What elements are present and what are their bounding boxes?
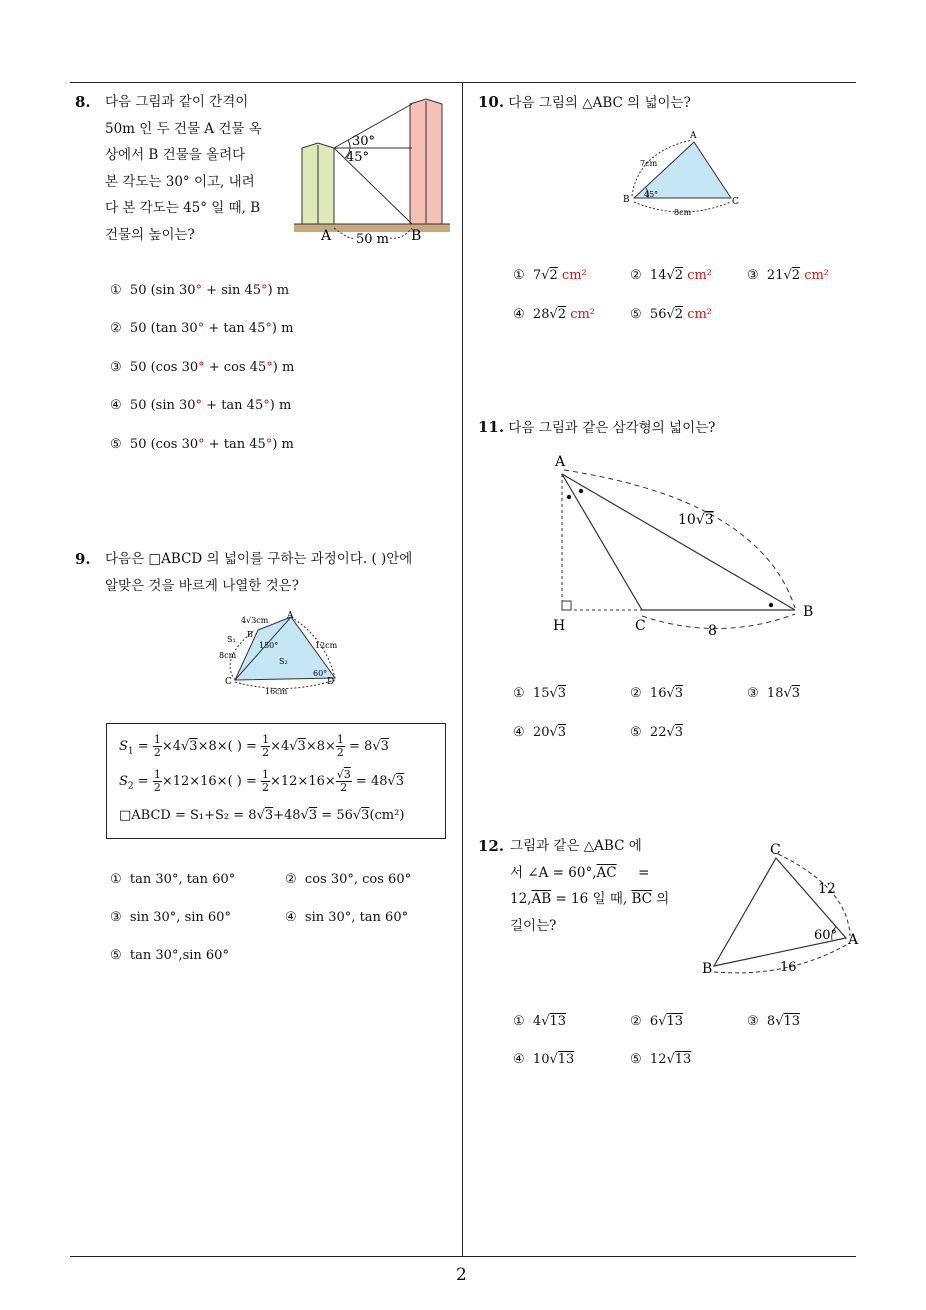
text: ×4 [270,739,290,754]
q8-choice-3[interactable] [110,360,294,375]
q9-choice-4[interactable] [285,910,408,925]
q9-choice-3[interactable] [110,910,231,925]
radicand: 3 [189,739,198,754]
choice-marker: ② [630,1014,642,1029]
coefficient: 8 [766,1014,776,1029]
q10-number: 10. [478,93,505,111]
text: ×4 [161,739,181,754]
radicand: 3 [674,725,684,740]
q9-fig-right: 12cm [315,641,338,650]
q10-fig-c: C [732,197,739,207]
q8-fig-angle1: 30° [352,134,376,149]
degree-sign: ° [261,283,268,298]
q8-choice-5[interactable] [110,437,294,452]
q10-fig-b: B [623,195,630,205]
page-number: 2 [456,1265,467,1285]
coefficient: 10 [532,1052,550,1067]
degree-sign: ° [197,321,205,336]
q11-figure [550,450,820,642]
choice-text: 50 (sin 30 [129,398,196,413]
choice-marker: ④ [513,307,525,322]
q10-choice-3[interactable]: ③ 21√2 cm² [747,268,830,283]
q9-figure [215,608,345,698]
q9-fig-s2: S₂ [279,657,288,666]
choice-text: + tan 45 [204,437,266,452]
q12-choice-5[interactable]: ⑤ 12√13 [630,1052,692,1067]
q9-fig-s1: S₁ [227,635,236,644]
q8-line: 상에서 B 건물을 올려다 [105,147,246,163]
q9-choice-1[interactable] [110,872,235,887]
choice-text: 50 (sin 30 [129,283,196,298]
fraction: $\frac{1}{2}$ [262,768,270,794]
q10-choice-1[interactable]: ① 7√2 cm² [513,268,587,283]
q9-line: 알맞은 것을 바르게 나열한 것은? [105,577,299,594]
q11-fig-b: B [803,604,814,620]
unit: cm² [687,307,713,322]
fraction: $\frac{1}{2}$ [153,733,161,759]
choice-text: sin 30°, tan 60° [304,910,409,925]
choice-marker: ② [285,872,297,887]
q9-fig-d: D [327,677,335,687]
coefficient: 22 [649,725,667,740]
coefficient: 4 [532,1014,542,1029]
coefficient: 18 [766,686,784,701]
choice-marker: ④ [513,725,525,740]
radicand: 2 [549,268,558,283]
choice-marker: ④ [513,1052,525,1067]
q9-fig-a: A [287,611,294,621]
q10-line: 다음 그림의 △ABC 의 넓이는? [508,95,691,111]
symbol: S [119,739,128,754]
radicand: 13 [557,1052,575,1067]
q9-fig-b: B [247,630,253,639]
q11-choice-2[interactable]: ② 16√3 [630,686,684,701]
choice-text: ) m [271,321,294,336]
q8-figure [290,96,455,248]
q8-choice-2[interactable] [110,321,293,336]
text: ×12×16× [270,774,336,789]
q8-line: 본 각도는 30° 이고, 내려 [105,173,255,190]
q12-fig-b: B [702,961,713,977]
q12-fig-a: A [848,932,859,948]
radicand: 3 [557,686,567,701]
radicand: 3 [380,739,389,754]
coefficient: 14 [649,268,667,283]
q12-choice-1[interactable]: ① 4√13 [513,1014,567,1029]
q10-figure [618,128,746,220]
unit: cm² [804,268,830,283]
q9-choice-5[interactable] [110,948,229,963]
choice-marker: ④ [285,910,297,925]
choice-marker: ③ [747,268,759,283]
text: (cm²) [369,808,405,823]
radicand: 3 [264,808,274,823]
degree-sign: ° [263,398,270,413]
q10-fig-angle: 45° [644,190,659,199]
text: = [133,739,153,754]
choice-marker: ② [630,686,642,701]
choice-text: 50 (tan 30 [129,321,198,336]
choice-marker: ① [513,686,525,701]
q11-number: 11. [478,418,505,436]
q8-line: 건물의 높이는? [105,226,195,243]
choice-text: ) m [272,360,295,375]
q9-box-line-1: $S_1$ = $\frac{1}{2}$ ×4√3×8×( ) = $\frac{1}{2}$ ×4√3×8× $\frac{1}{2}$ = 8√3 [119,733,389,759]
q10-choice-4[interactable]: ④ 28√2 cm² [513,307,596,322]
radicand: 2 [791,268,801,283]
radicand: 3 [791,686,801,701]
degree-sign: ° [198,360,205,375]
q8-fig-angle2: 45° [346,150,370,165]
degree-sign: ° [265,321,272,336]
q12-choice-4[interactable]: ④ 10√13 [513,1052,575,1067]
q9-number: 9. [75,550,91,568]
q12-line: 서 ∠A = $60^\circ,\overline{AC}$ = [510,864,650,881]
choice-marker: ⑤ [630,307,642,322]
q9-fig-bottom: 16cm [265,687,288,696]
q9-solution-box [106,723,446,839]
q12-fig-ac: 12 [818,881,836,897]
choice-text: cos 30°, cos 60° [304,872,412,887]
q9-box-line-2: $S_2$ = $\frac{1}{2}$ ×12×16×( ) = $\frac{1}{2}$ ×12×16× $\frac{√3}{2}$ = 48√3 [119,768,405,794]
q8-choice-1[interactable] [110,283,289,298]
text: = 48 [351,774,388,789]
coefficient: 12 [649,1052,667,1067]
choice-text: tan 30°, tan 60° [129,872,236,887]
radicand: 2 [674,268,684,283]
choice-marker: ③ [747,686,759,701]
fraction: $\frac{1}{2}$ [336,733,344,759]
bottom-rule [70,1256,856,1257]
q10-choice-5[interactable]: ⑤ 56√2 cm² [630,307,713,322]
text: □ABCD = S₁+S₂ = 8 [119,808,257,823]
q12-line: $12,\overline{AB} = 16$ 일 때, $\overline{BC}$ 의 [510,891,670,907]
choice-marker: ⑤ [630,725,642,740]
q8-text [75,89,275,248]
degree-sign: ° [198,437,205,452]
text: = 8 [344,739,373,754]
q11-choice-5[interactable]: ⑤ 22√3 [630,725,684,740]
radicand: 13 [783,1014,801,1029]
choice-marker: ① [110,283,122,298]
q8-choice-4[interactable] [110,398,291,413]
q10-choice-2[interactable]: ② 14√2 cm² [630,268,713,283]
text: = 56 [317,808,353,823]
q8-number: 8. [75,93,91,111]
fraction: $\frac{√3}{2}$ [336,768,351,794]
coefficient: 16 [649,686,667,701]
q12-choice-2[interactable]: ② 6√13 [630,1014,684,1029]
q12-number: 12. [478,837,505,855]
fraction: $\frac{1}{2}$ [262,733,270,759]
radicand: 3 [308,808,318,823]
q9-box-line-3: □ABCD = S₁+S₂ = 8√3+48√3 = 56√3(cm²) [119,808,405,823]
q11-fig-h: H [553,618,566,634]
column-divider [462,82,463,1257]
q9-fig-c: C [225,677,232,687]
q9-choice-2[interactable] [285,872,411,887]
coefficient: 28 [532,307,550,322]
q12-fig-c: C [770,842,781,858]
q9-fig-angle60: 60° [313,669,328,678]
q11-fig-c: C [635,618,646,634]
choice-text: sin 30°, sin 60° [129,910,231,925]
q12-line: 길이는? [510,917,557,934]
top-rule [70,82,856,83]
radicand: 13 [666,1014,684,1029]
radicand: 3 [674,686,684,701]
choice-text: + sin 45 [202,283,262,298]
q9-fig-angle: 150° [259,641,279,650]
q10-fig-ab: 7cm [640,159,658,168]
choice-text: tan 30°,sin 60° [129,948,229,963]
coefficient: 15 [532,686,550,701]
degree-sign: ° [195,398,203,413]
choice-text: ) m [269,398,292,413]
q12-fig-ab: 16 [780,960,797,975]
coefficient: 7 [532,268,542,283]
q9-fig-top: 4√3cm [241,616,269,625]
text: +48 [273,808,301,823]
q12-choice-3[interactable]: ③ 8√13 [747,1014,801,1029]
degree-sign: ° [266,360,273,375]
q8-line: 다음 그림과 같이 간격이 [105,94,249,110]
q11-fig-cb: 8 [708,623,717,639]
choice-marker: ⑤ [110,437,122,452]
choice-text: + cos 45 [204,360,267,375]
fraction: $\frac{1}{2}$ [153,768,161,794]
unit: cm² [561,268,587,283]
choice-text: ) m [267,283,290,298]
q8-line: 50m 인 두 건물 A 건물 옥 [105,120,262,137]
q11-choice-1[interactable]: ① 15√3 [513,686,567,701]
q10-text [478,89,691,117]
choice-text: ) m [272,437,294,452]
q12-fig-angle: 60° [814,928,838,943]
q9-text [75,546,460,599]
subscript: 1 [127,746,134,757]
choice-text: + tan 45 [202,398,264,413]
symbol: S [119,774,128,789]
choice-marker: ② [630,268,642,283]
text: ×8×( ) = [197,739,262,754]
coefficient: 56 [649,307,667,322]
radicand: 3 [395,774,405,789]
choice-marker: ② [110,321,122,336]
q8-line: 다 본 각도는 45° 일 때, B [105,200,261,216]
subscript: 2 [127,781,134,792]
radicand: 3 [361,808,370,823]
choice-marker: ③ [110,910,122,925]
choice-marker: ③ [110,360,122,375]
choice-text: 50 (cos 30 [129,437,199,452]
coefficient: 6 [649,1014,659,1029]
q12-figure [698,838,868,980]
choice-text: 50 (cos 30 [129,360,199,375]
radicand: 13 [674,1052,692,1067]
q9-fig-left: 8cm [219,651,237,660]
choice-marker: ④ [110,398,122,413]
choice-marker: ③ [747,1014,759,1029]
radicand: 13 [549,1014,567,1029]
unit: cm² [570,307,596,322]
choice-marker: ⑤ [110,948,122,963]
q11-choice-4[interactable]: ④ 20√3 [513,725,567,740]
radicand: 2 [557,307,567,322]
q11-choice-3[interactable]: ③ 18√3 [747,686,801,701]
choice-marker: ① [513,268,525,283]
choice-text: + tan 45 [204,321,266,336]
q12-line: 그림과 같은 △ABC 에 [510,838,642,854]
text: ×8× [305,739,336,754]
text: ×12×16×( ) = [161,774,262,789]
q11-text [478,414,715,442]
q12-text [478,833,683,939]
text: = [133,774,153,789]
q10-fig-a: A [690,131,697,141]
radicand: 2 [674,307,684,322]
q8-fig-dist: 50 m [356,232,390,247]
q11-fig-a: A [555,454,566,470]
radicand: 3 [297,739,306,754]
degree-sign: ° [265,437,273,452]
choice-marker: ① [110,872,122,887]
coefficient: 20 [532,725,550,740]
coefficient: 21 [766,268,784,283]
q8-fig-label-a: A [321,228,332,244]
q8-fig-label-b: B [411,228,422,244]
choice-marker: ① [513,1014,525,1029]
unit: cm² [687,268,713,283]
q10-fig-bc: 8cm [674,208,692,217]
radicand: 3 [557,725,567,740]
degree-sign: ° [195,283,203,298]
choice-marker: ⑤ [630,1052,642,1067]
q9-line: 다음은 □ABCD 의 넓이를 구하는 과정이다. ( )안에 [105,551,413,567]
q11-line: 다음 그림과 같은 삼각형의 넓이는? [508,420,716,436]
q11-fig-ab: 10√3 [678,512,714,528]
